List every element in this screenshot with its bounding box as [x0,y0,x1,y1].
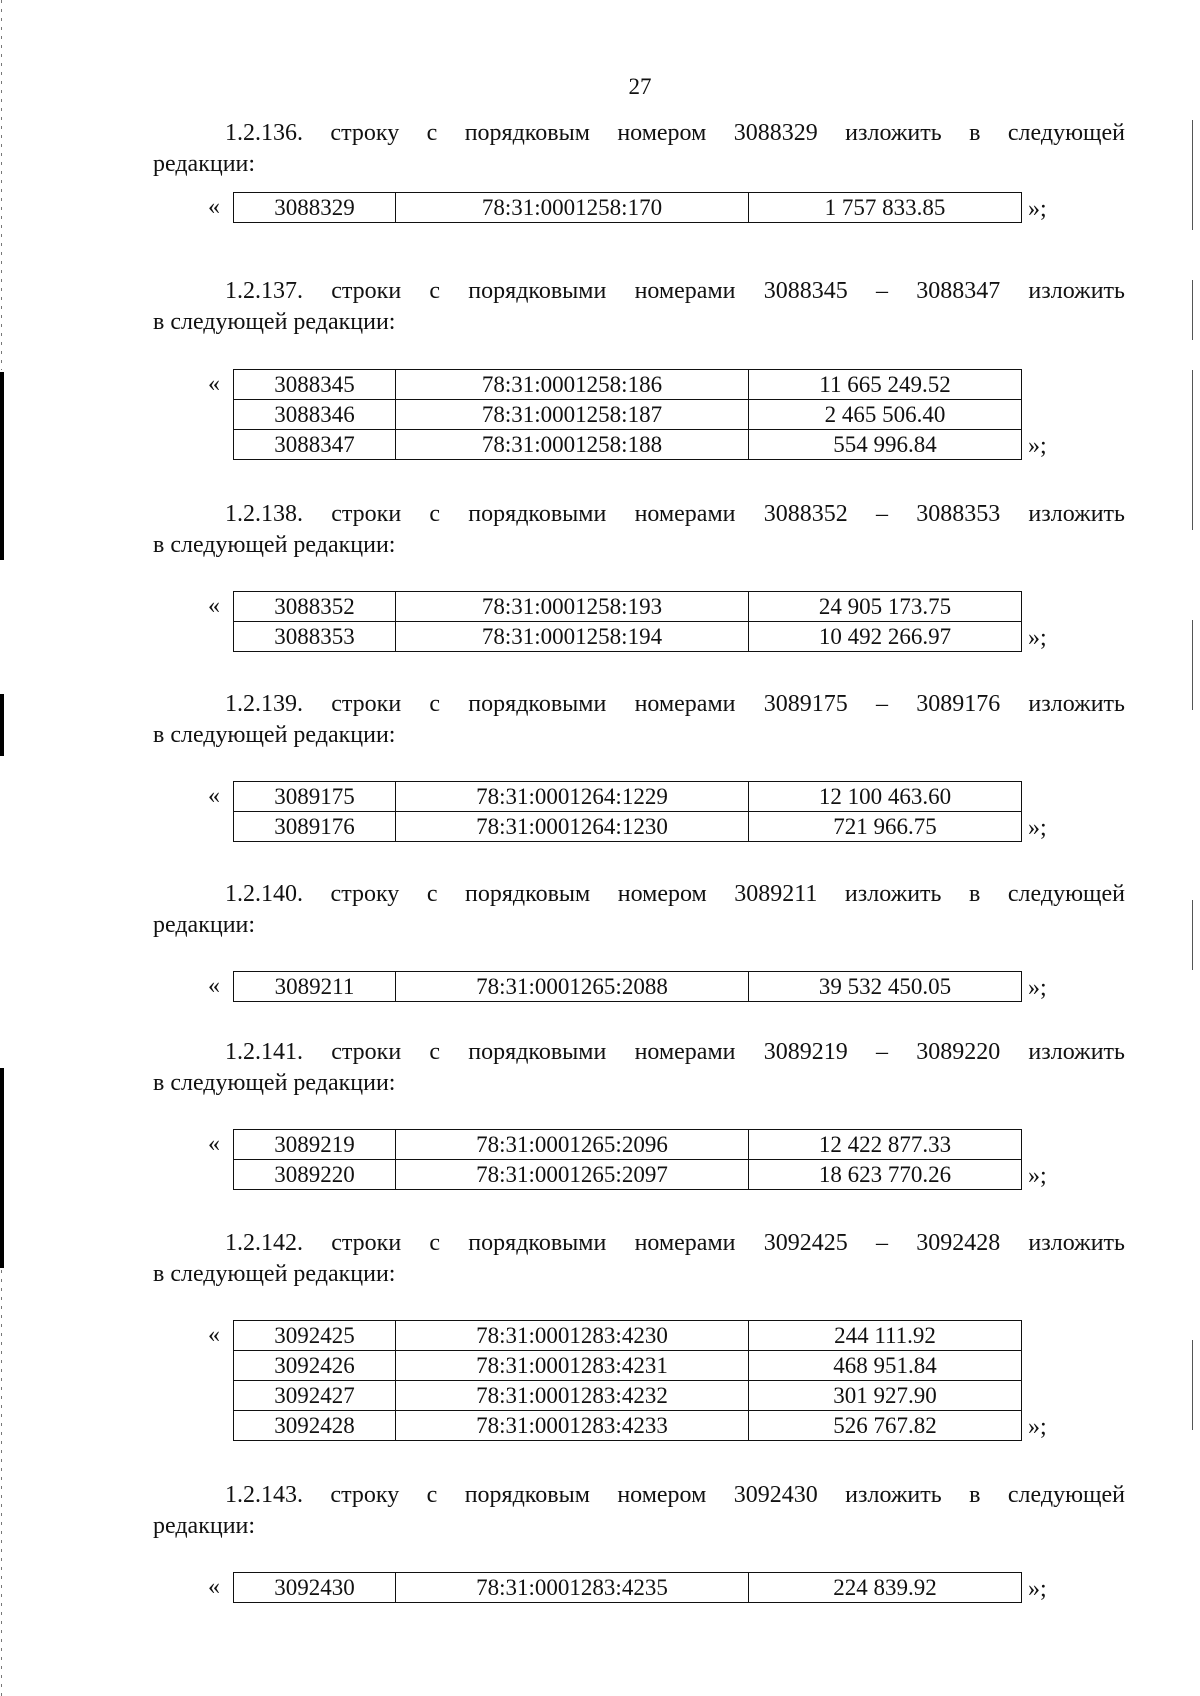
row-number-cell: 3092426 [234,1351,396,1381]
scan-edge-mark [1192,620,1193,710]
close-quote: »; [1028,625,1047,651]
table-row [234,1411,1022,1441]
table-row [234,1573,1022,1603]
paragraph-line: в следующей редакции: [153,1261,396,1287]
value-cell: 526 767.82 [749,1411,1022,1441]
scan-edge-left [0,0,4,1696]
table-row [234,622,1022,652]
registry-table [233,971,1022,1002]
open-quote: « [208,783,220,809]
row-number-cell: 3089220 [234,1160,396,1190]
row-number-cell: 3089211 [234,972,396,1002]
paragraph-line: 1.2.139. строки с порядковыми номерами 3089175 – 3089176 изложить [225,691,1125,717]
amendment-section [153,879,1125,1001]
table-row [234,592,1022,622]
close-quote: »; [1028,815,1047,841]
table-row [234,1130,1022,1160]
registry-table [233,369,1022,460]
amendment-section [153,1480,1125,1602]
quoted-table-block [153,192,1125,222]
table-row [234,1351,1022,1381]
amendment-section [153,689,1125,841]
registry-table [233,1572,1022,1603]
scan-edge-mark [1192,1340,1193,1430]
page-number: 27 [628,74,652,99]
scan-edge-mark [0,1068,4,1268]
value-cell: 10 492 266.97 [749,622,1022,652]
quoted-table-block [153,1320,1125,1440]
amendment-paragraph [153,1480,1125,1542]
open-quote: « [208,194,220,220]
scan-edge-mark [0,372,4,560]
open-quote: « [208,1574,220,1600]
row-number-cell: 3088347 [234,430,396,460]
paragraph-line: в следующей редакции: [153,1070,396,1096]
open-quote: « [208,371,220,397]
amendment-section [153,1228,1125,1440]
amendment-section [153,118,1125,222]
scan-noise [1,1270,2,1696]
cadastral-number-cell: 78:31:0001264:1230 [396,812,749,842]
scan-edge-mark [1192,900,1193,970]
registry-table [233,1320,1022,1441]
value-cell: 554 996.84 [749,430,1022,460]
value-cell: 11 665 249.52 [749,370,1022,400]
cadastral-number-cell: 78:31:0001283:4230 [396,1321,749,1351]
scan-noise [1,0,2,370]
amendment-paragraph [153,689,1125,751]
value-cell: 18 623 770.26 [749,1160,1022,1190]
close-quote: »; [1028,1576,1047,1602]
table-row [234,400,1022,430]
row-number-cell: 3089176 [234,812,396,842]
cadastral-number-cell: 78:31:0001258:193 [396,592,749,622]
scan-edge-mark [1192,120,1193,230]
cadastral-number-cell: 78:31:0001258:187 [396,400,749,430]
value-cell: 1 757 833.85 [749,193,1022,223]
row-number-cell: 3088345 [234,370,396,400]
paragraph-line: 1.2.140. строку с порядковым номером 3089211 изложить в следующей [225,881,1125,907]
paragraph-line: в следующей редакции: [153,722,396,748]
amendment-paragraph [153,879,1125,941]
paragraph-line: 1.2.138. строки с порядковыми номерами 3088352 – 3088353 изложить [225,501,1125,527]
quoted-table-block [153,971,1125,1001]
row-number-cell: 3088353 [234,622,396,652]
table-row [234,1321,1022,1351]
paragraph-line: 1.2.136. строку с порядковым номером 3088329 изложить в следующей [225,120,1125,146]
value-cell: 224 839.92 [749,1573,1022,1603]
table-row [234,1160,1022,1190]
value-cell: 721 966.75 [749,812,1022,842]
paragraph-line: редакции: [153,912,256,938]
quoted-table-block [153,369,1125,459]
row-number-cell: 3092427 [234,1381,396,1411]
paragraph-line: 1.2.141. строки с порядковыми номерами 3089219 – 3089220 изложить [225,1039,1125,1065]
row-number-cell: 3088352 [234,592,396,622]
value-cell: 2 465 506.40 [749,400,1022,430]
amendment-paragraph [153,1228,1125,1290]
cadastral-number-cell: 78:31:0001264:1229 [396,782,749,812]
paragraph-line: редакции: [153,151,256,177]
cadastral-number-cell: 78:31:0001258:188 [396,430,749,460]
cadastral-number-cell: 78:31:0001283:4235 [396,1573,749,1603]
registry-table [233,591,1022,652]
paragraph-line: 1.2.137. строки с порядковыми номерами 3088345 – 3088347 изложить [225,278,1125,304]
paragraph-line: в следующей редакции: [153,309,396,335]
open-quote: « [208,973,220,999]
table-row [234,193,1022,223]
open-quote: « [208,1322,220,1348]
close-quote: »; [1028,433,1047,459]
cadastral-number-cell: 78:31:0001283:4232 [396,1381,749,1411]
registry-table [233,1129,1022,1190]
paragraph-line: 1.2.142. строки с порядковыми номерами 3092425 – 3092428 изложить [225,1230,1125,1256]
cadastral-number-cell: 78:31:0001265:2088 [396,972,749,1002]
value-cell: 12 422 877.33 [749,1130,1022,1160]
table-row [234,972,1022,1002]
table-row [234,430,1022,460]
row-number-cell: 3089175 [234,782,396,812]
scan-edge-mark [0,694,4,756]
amendment-section [153,276,1125,459]
cadastral-number-cell: 78:31:0001283:4233 [396,1411,749,1441]
row-number-cell: 3089219 [234,1130,396,1160]
amendment-paragraph [153,276,1125,338]
paragraph-line: в следующей редакции: [153,532,396,558]
row-number-cell: 3092428 [234,1411,396,1441]
quoted-table-block [153,591,1125,651]
row-number-cell: 3092425 [234,1321,396,1351]
scan-edge-mark [1192,280,1193,340]
open-quote: « [208,1131,220,1157]
registry-table [233,192,1022,223]
amendment-paragraph [153,1037,1125,1099]
table-row [234,1381,1022,1411]
row-number-cell: 3088346 [234,400,396,430]
row-number-cell: 3088329 [234,193,396,223]
amendment-section [153,1037,1125,1189]
close-quote: »; [1028,196,1047,222]
cadastral-number-cell: 78:31:0001283:4231 [396,1351,749,1381]
open-quote: « [208,593,220,619]
quoted-table-block [153,781,1125,841]
close-quote: »; [1028,1414,1047,1440]
value-cell: 301 927.90 [749,1381,1022,1411]
table-row [234,812,1022,842]
value-cell: 244 111.92 [749,1321,1022,1351]
quoted-table-block [153,1129,1125,1189]
row-number-cell: 3092430 [234,1573,396,1603]
cadastral-number-cell: 78:31:0001265:2097 [396,1160,749,1190]
amendment-section [153,499,1125,651]
value-cell: 468 951.84 [749,1351,1022,1381]
table-row [234,782,1022,812]
amendment-paragraph [153,499,1125,561]
quoted-table-block [153,1572,1125,1602]
amendment-paragraph [153,118,1125,180]
close-quote: »; [1028,1163,1047,1189]
value-cell: 39 532 450.05 [749,972,1022,1002]
paragraph-line: 1.2.143. строку с порядковым номером 3092430 изложить в следующей [225,1482,1125,1508]
cadastral-number-cell: 78:31:0001258:170 [396,193,749,223]
table-row [234,370,1022,400]
paragraph-line: редакции: [153,1513,256,1539]
cadastral-number-cell: 78:31:0001265:2096 [396,1130,749,1160]
cadastral-number-cell: 78:31:0001258:194 [396,622,749,652]
cadastral-number-cell: 78:31:0001258:186 [396,370,749,400]
scan-edge-mark [1192,370,1193,530]
scan-edge-right [1192,0,1194,1696]
close-quote: »; [1028,975,1047,1001]
registry-table [233,781,1022,842]
value-cell: 24 905 173.75 [749,592,1022,622]
value-cell: 12 100 463.60 [749,782,1022,812]
